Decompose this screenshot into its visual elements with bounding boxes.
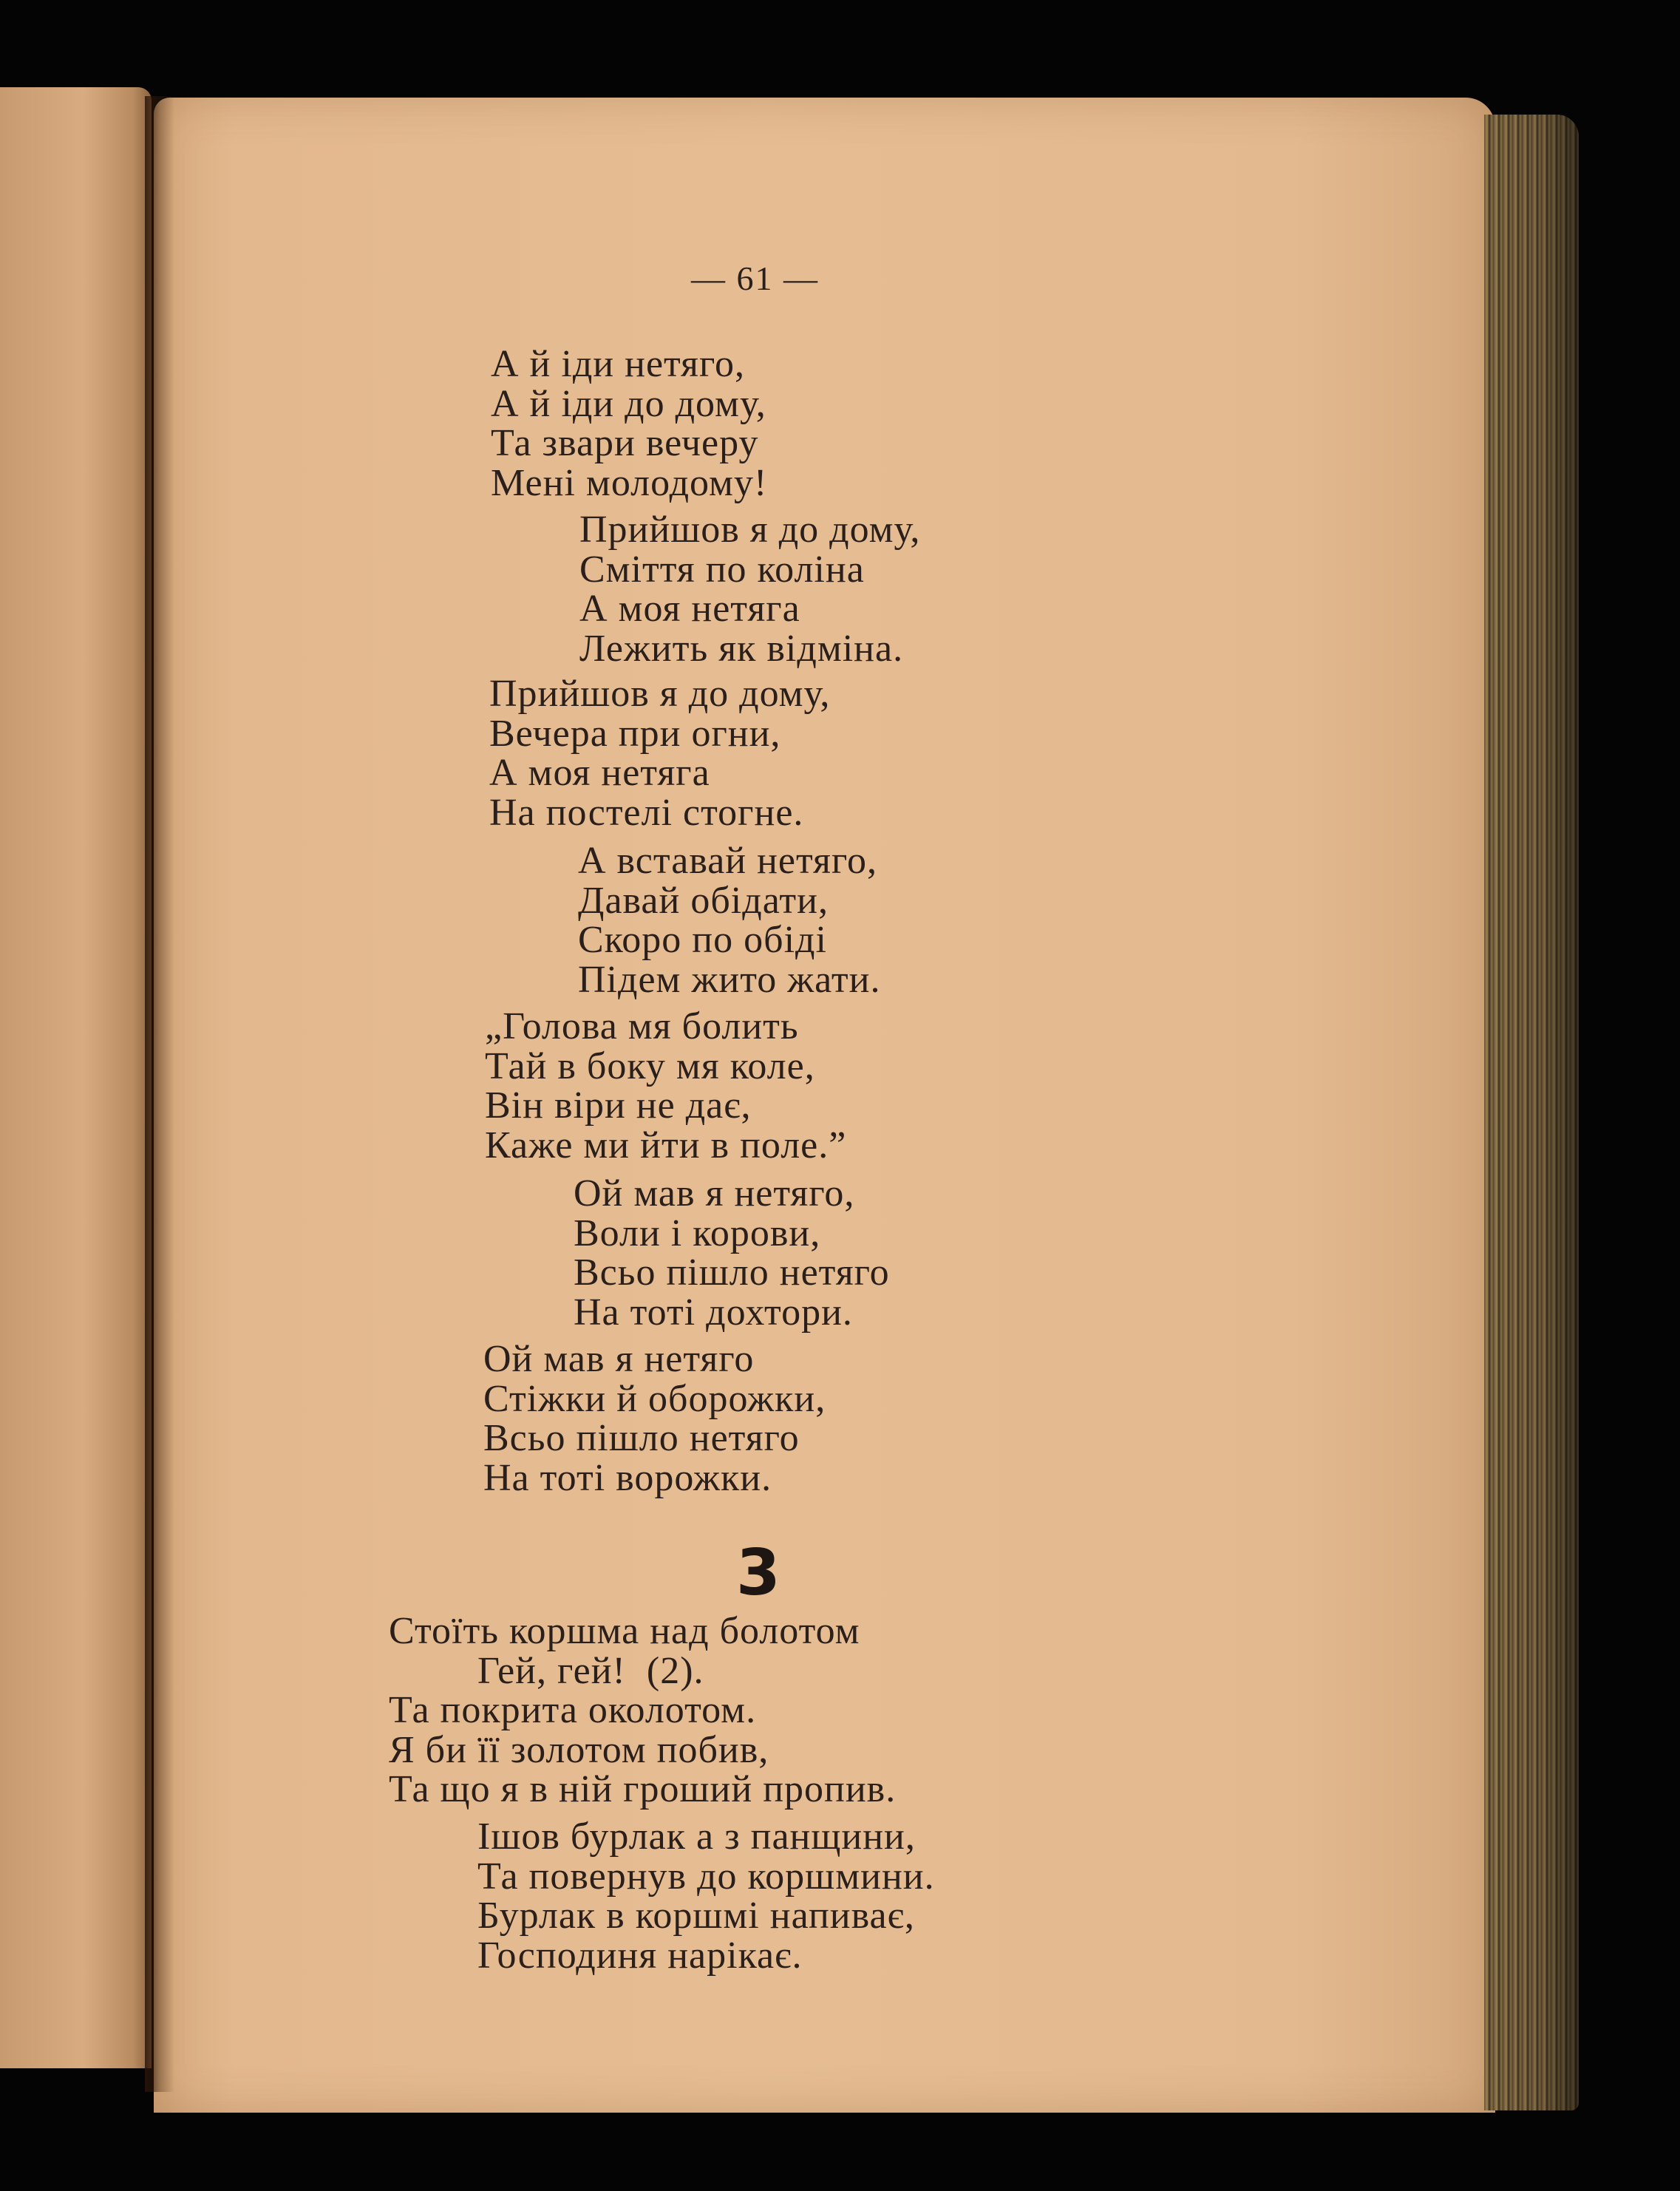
verse-line: Ой мав я нетяго, xyxy=(574,1172,855,1215)
refrain-line: Гей, гей! (2). xyxy=(477,1649,704,1692)
page-edges-shadow xyxy=(1484,115,1579,2110)
verse-line: Прийшов я до дому, xyxy=(579,509,921,551)
verse-line: Стіжки й оборожки, xyxy=(483,1377,826,1420)
song3-verse-1 xyxy=(389,1611,896,1810)
verse-line: Прийшов я до дому, xyxy=(489,673,831,715)
verse-line: На постелі стогне. xyxy=(489,791,804,834)
verse-line: Скоро по обіді xyxy=(578,919,827,961)
verse-line: Я би її золотом побив, xyxy=(389,1728,769,1771)
verse-line: На тоті дохтори. xyxy=(574,1291,853,1334)
stanza-2 xyxy=(579,510,920,668)
verse-line: Всьо пішло нетяго xyxy=(483,1417,800,1459)
book-gutter xyxy=(145,96,174,2092)
verse-line: Давай обідати, xyxy=(578,879,829,922)
verse-line: Всьо пішло нетяго xyxy=(574,1251,890,1294)
verse-line: Та покрита околотом. xyxy=(389,1689,757,1731)
verse-line: А й іди до дому, xyxy=(491,382,766,425)
verse-line: Він віри не дає, xyxy=(485,1084,752,1127)
verse-line: Тай в боку мя коле, xyxy=(485,1044,815,1087)
verse-line: На тоті ворожки. xyxy=(483,1456,772,1499)
verse-line: Мені молодому! xyxy=(491,461,768,504)
verse-line: Каже ми йти в поле.” xyxy=(485,1124,847,1166)
stanza-4 xyxy=(578,841,880,999)
verse-line: Ішов бурлак а з панщини, xyxy=(477,1815,916,1858)
stanza-1 xyxy=(491,344,767,503)
verse-line: Сміття по коліна xyxy=(579,548,865,591)
verse-line: Бурлак в коршмі напиває, xyxy=(477,1895,915,1937)
verse-line: Ой мав я нетяго xyxy=(483,1338,755,1380)
previous-page-edge xyxy=(0,87,152,2068)
verse-line: А й іди нетяго, xyxy=(491,343,746,385)
section-number: 3 xyxy=(736,1536,781,1610)
page-number: — 61 — xyxy=(691,259,819,297)
verse-line: А моя нетяга xyxy=(579,588,800,630)
verse-line: Підем жито жати. xyxy=(578,958,881,1001)
verse-line: Воли і корови, xyxy=(574,1212,821,1254)
verse-line: „Голова мя болить xyxy=(485,1005,799,1047)
song3-verse-2 xyxy=(477,1817,935,1975)
verse-line: Господиня нарікає. xyxy=(477,1934,803,1977)
verse-line: Вечера при огни, xyxy=(489,712,781,755)
verse-line: Та звари вечеру xyxy=(491,422,759,464)
verse-line: Стоїть коршма над болотом xyxy=(389,1610,860,1652)
verse-line: Та що я в ній гроший пропив. xyxy=(389,1768,897,1810)
verse-line: А вставай нетяго, xyxy=(578,840,877,882)
verse-line: Лежить як відміна. xyxy=(579,627,904,670)
verse-line: Та повернув до коршмини. xyxy=(477,1855,935,1898)
stanza-7 xyxy=(483,1339,826,1498)
stanza-5 xyxy=(485,1007,846,1165)
verse-line: А моя нетяга xyxy=(489,752,710,794)
stanza-6 xyxy=(574,1174,890,1332)
stanza-3 xyxy=(489,674,830,832)
